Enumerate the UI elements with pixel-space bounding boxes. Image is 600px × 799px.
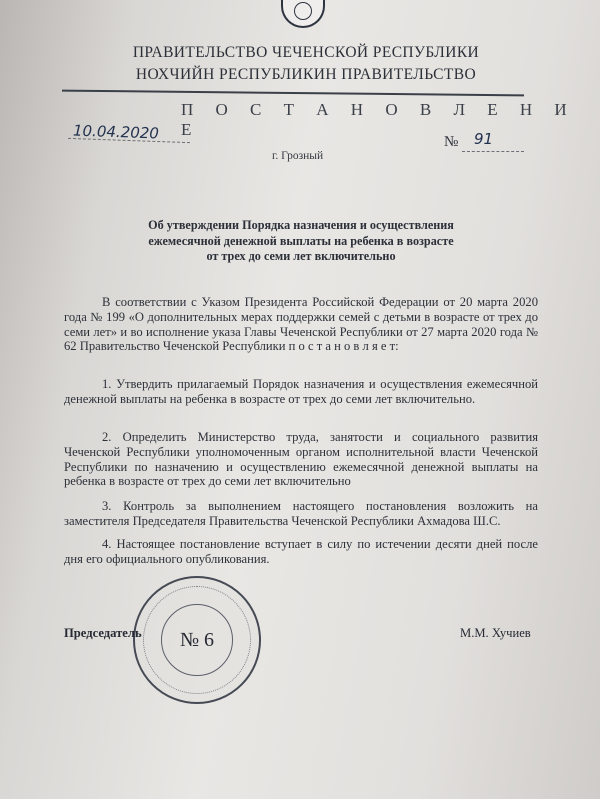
- heading-line-2: ежемесячной денежной выплаты на ребенка в возрасте: [148, 233, 454, 248]
- heading-line-1: Об утверждении Порядка назначения и осуществления: [148, 218, 454, 232]
- document-type-title: П О С Т А Н О В Л Е Н И Е: [181, 100, 576, 139]
- preamble-paragraph: В соответствии с Указом Президента Российской Федерации от 20 марта 2020 года № 199 «О дополнительных мерах поддержки семей с детьми в возрасте от трех до семи лет» и во исполнение указа Главы Чеченской Республики от 27 марта 2020 года № 62 Правительство Чеченской Республики п о с т а н о в л я е т:: [64, 295, 538, 354]
- government-name-russian: ПРАВИТЕЛЬСТВО ЧЕЧЕНСКОЙ РЕСПУБЛИКИ: [132, 44, 480, 61]
- clause-1: 1. Утвердить прилагаемый Порядок назначения и осуществления ежемесячной денежной выплаты на ребенка в возрасте от трех до семи лет включительно.: [64, 377, 538, 406]
- seal-number: № 6: [179, 628, 215, 651]
- clause-4: 4. Настоящее постановление вступает в силу по истечении десяти дней после дня его официального опубликования.: [64, 537, 538, 566]
- clause-2: 2. Определить Министерство труда, занятости и социального развития Чеченской Республики уполномоченным органом исполнительной власти Чеченской Республики по назначению и осуществлению ежемесячной денежной выплаты на ребенка в возрасте от трех до семи лет включительно: [64, 430, 538, 489]
- signatory-name: М.М. Хучиев: [460, 626, 531, 640]
- header-divider: [62, 90, 524, 96]
- city-label: г. Грозный: [272, 150, 324, 162]
- handwritten-number: 91: [474, 130, 494, 148]
- seal-center: [161, 604, 233, 676]
- handwritten-date: 10.04.2020: [72, 121, 160, 143]
- coat-of-arms-emblem: [281, 0, 325, 28]
- official-seal: [133, 576, 261, 704]
- clause-3: 3. Контроль за выполнением настоящего постановления возложить на заместителя Председателя Правительства Чеченской Республики Ахмадова Ш.С.: [64, 499, 538, 528]
- heading-line-3: от трех до семи лет включительно: [206, 249, 396, 263]
- resolution-heading: [120, 218, 482, 265]
- number-sign: №: [444, 134, 459, 150]
- signatory-title: Председатель: [64, 626, 142, 640]
- government-name-chechen: НОХЧИЙН РЕСПУБЛИКИН ПРАВИТЕЛЬСТВО: [135, 66, 477, 83]
- number-underline: [462, 151, 524, 152]
